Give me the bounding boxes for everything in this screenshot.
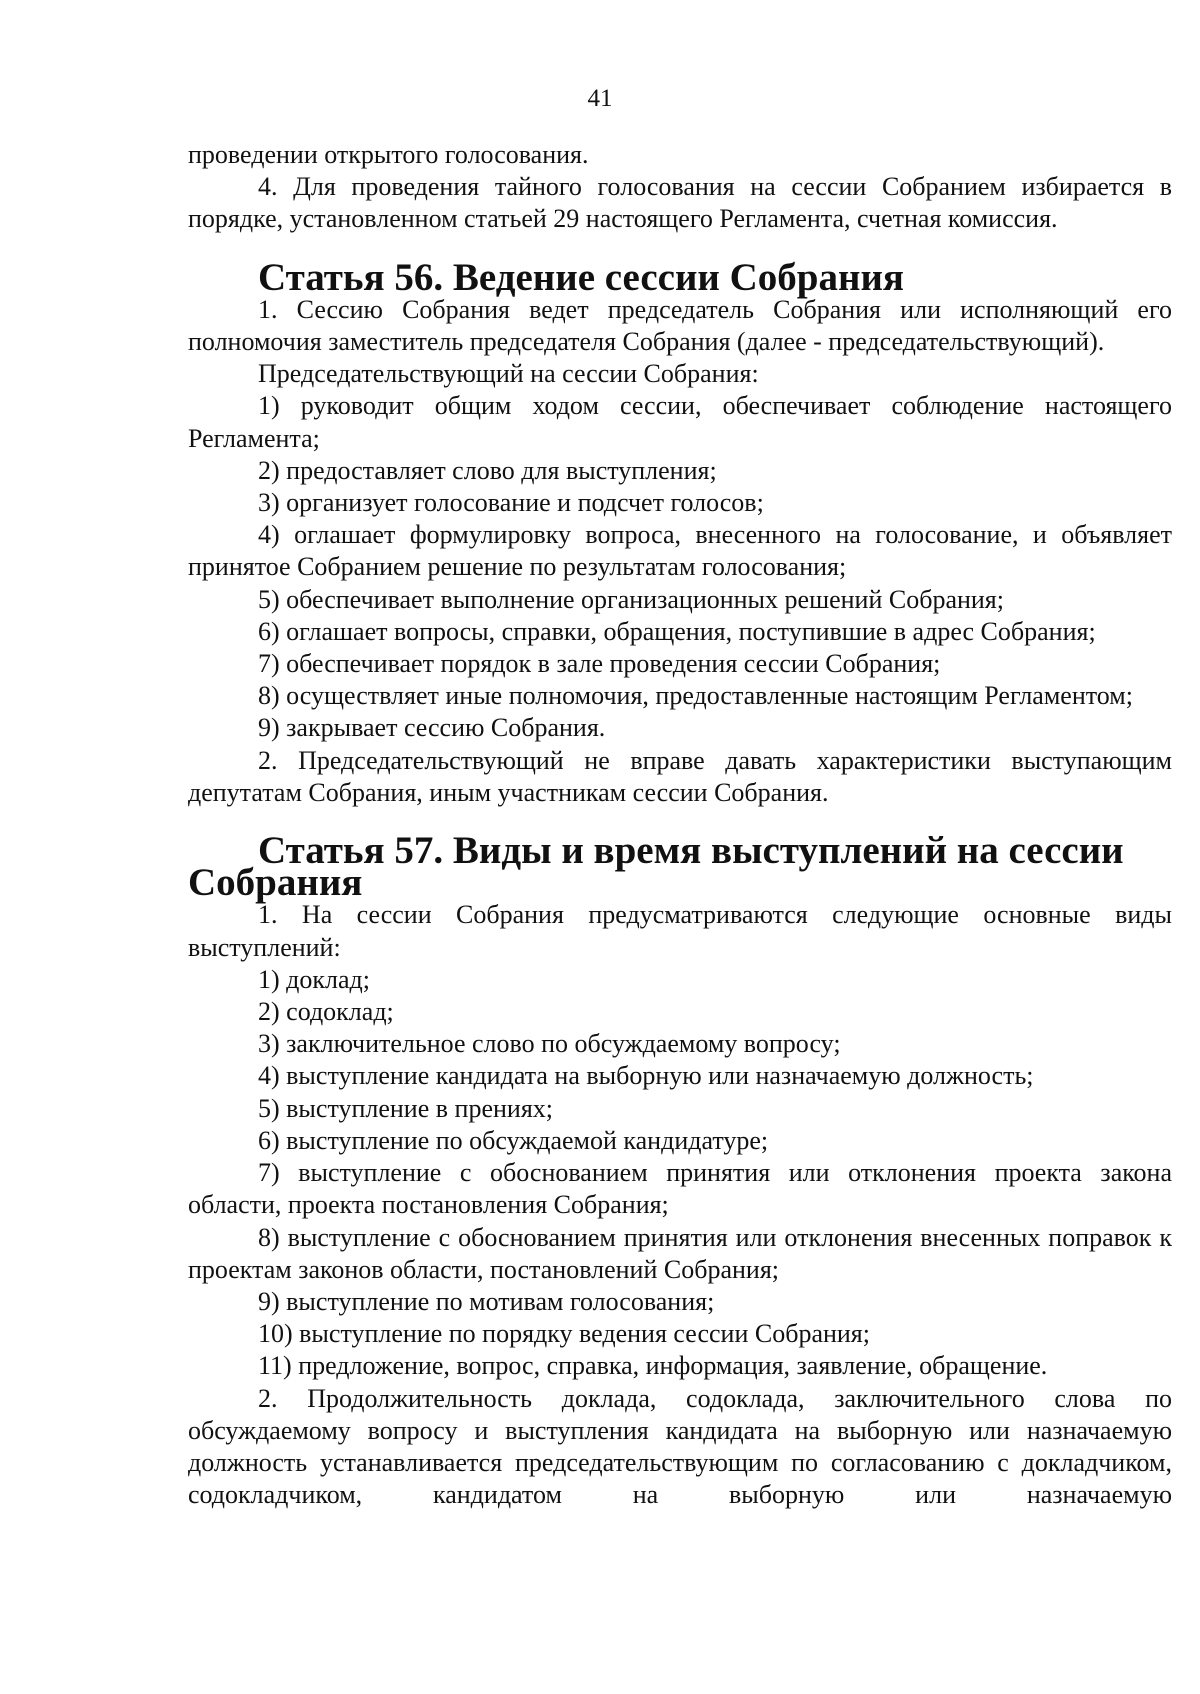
paragraph: проведении открытого голосования. [188,140,589,169]
paragraph: 2) содоклад; [258,997,394,1027]
paragraph: 9) закрывает сессию Собрания. [258,713,606,743]
paragraph: 1. На сессии Собрания предусматриваются следующие основные виды выступлений: [188,900,1172,962]
paragraph: 2. Продолжительность доклада, содоклада, заключительного слова по обсуждаемому вопросу и выступления кандидата на выборную или назначаемую должность устанавливается председательствующим по согласованию с докладчиком, содокладчиком, кандидатом на выборную или назначаемую [188,1383,1172,1510]
paragraph: 1. Сессию Собрания ведет председатель Собрания или исполняющий его полномочия заместитель председателя Собрания (далее - председательствующий). [188,294,1172,357]
paragraph: 4) выступление кандидата на выборную или назначаемую должность; [258,1061,1034,1091]
paragraph: 8) осуществляет иные полномочия, предоставленные настоящим Регламентом; [258,681,1133,711]
paragraph: 3) организует голосование и подсчет голосов; [258,488,764,518]
paragraph: 5) обеспечивает выполнение организационных решений Собрания; [258,584,1004,614]
paragraph: 11) предложение, вопрос, справка, информация, заявление, обращение. [258,1351,1048,1381]
paragraph: 10) выступление по порядку ведения сессии Собрания; [258,1319,870,1349]
page-number: 41 [587,85,613,112]
paragraph: 4) оглашает формулировку вопроса, внесенного на голосование, и объявляет принятое Собранием решение по результатам голосования; [188,520,1172,582]
paragraph: 6) выступление по обсуждаемой кандидатуре; [258,1125,769,1155]
paragraph: 2) предоставляет слово для выступления; [258,455,717,485]
paragraph: 7) обеспечивает порядок в зале проведения сессии Собрания; [258,649,941,679]
paragraph: 5) выступление в прениях; [258,1093,554,1123]
paragraph: 1) руководит общим ходом сессии, обеспечивает соблюдение настоящего Регламента; [188,391,1172,453]
paragraph: 6) оглашает вопросы, справки, обращения, поступившие в адрес Собрания; [258,616,1096,646]
paragraph: Председательствующий на сессии Собрания: [258,359,759,389]
paragraph: 2. Председательствующий не вправе давать характеристики выступающим депутатам Собрания, иным участникам сессии Собрания. [188,745,1172,807]
document-body [188,139,1172,1511]
paragraph: 7) выступление с обоснованием принятия или отклонения проекта закона области, проекта постановления Собрания; [188,1158,1172,1220]
paragraph: 9) выступление по мотивам голосования; [258,1286,715,1316]
paragraph: 8) выступление с обоснованием принятия или отклонения внесенных поправок к проектам законов области, постановлений Собрания; [188,1222,1172,1284]
article-heading: Статья 57. Виды и время выступлений на сессии Собрания [188,829,1124,905]
paragraph: 1) доклад; [258,964,370,994]
paragraph: 4. Для проведения тайного голосования на сессии Собранием избирается в порядке, установленном статьей 29 настоящего Регламента, счетная комиссия. [188,172,1172,234]
article-heading: Статья 56. Ведение сессии Собрания [258,255,905,299]
paragraph: 3) заключительное слово по обсуждаемому вопросу; [258,1029,841,1059]
